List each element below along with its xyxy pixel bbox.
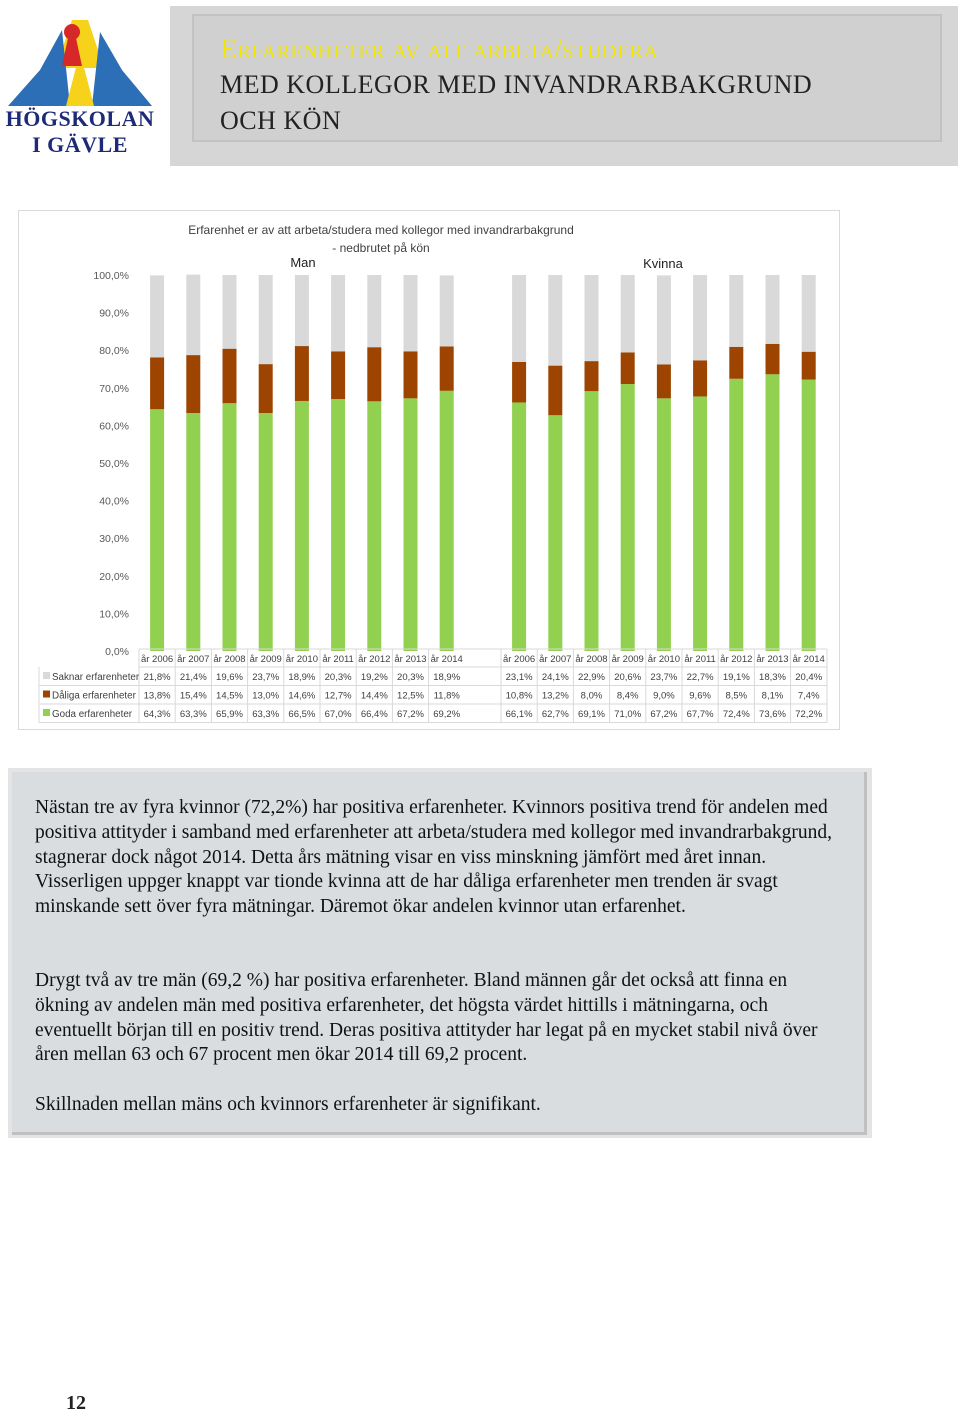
group-label-kvinna: Kvinna <box>643 256 683 271</box>
data-label-man: 65,9% <box>216 709 243 720</box>
bar-man-saknar <box>259 275 273 364</box>
bar-man-goda <box>440 391 454 651</box>
data-label-man: 69,2% <box>433 709 461 720</box>
x-tick-label-man: år 2006 <box>140 654 174 665</box>
legend-key-daliga <box>43 691 50 698</box>
data-label-kvinna: 9,0% <box>653 690 675 702</box>
title-line-2: MED KOLLEGOR MED INVANDRARBAKGRUND <box>220 70 813 99</box>
data-label-kvinna: 72,2% <box>795 709 823 720</box>
paragraph-women: Nästan tre av fyra kvinnor (72,2%) har positiva erfarenheter. Kvinnors positiva trend för andelen med positiva attityder i samband med erfarenheter att arbeta/studera med kollegor med invandrarbakgrund, stagnerar dock något 2014. Detta års mätning visar en viss minskning jämfört med året innan. Visserligen uppger knappt var tionde kvinna att de har dåliga erfarenheter men trenden är svagt minskande sett över fyra mätningar. Däremot ökar andelen kvinnor utan erfarenhet. <box>35 797 833 918</box>
bar-kvinna-goda <box>657 398 671 651</box>
data-label-man: 12,7% <box>324 690 352 702</box>
data-label-kvinna: 67,7% <box>686 709 714 720</box>
bar-kvinna-saknar <box>766 275 780 344</box>
data-label-kvinna: 22,7% <box>686 672 714 683</box>
x-tick-label-kvinna: år 2013 <box>756 654 789 665</box>
data-label-kvinna: 67,2% <box>650 709 678 720</box>
bar-kvinna-saknar <box>512 275 526 362</box>
data-label-man: 21,8% <box>143 672 171 683</box>
y-tick-label: 10,0% <box>99 608 129 621</box>
bar-kvinna-daliga <box>548 366 562 416</box>
y-tick-label: 100,0% <box>93 270 129 282</box>
y-tick-label: 50,0% <box>99 458 129 470</box>
x-tick-label-man: år 2007 <box>177 654 210 665</box>
chart-frame <box>18 210 840 730</box>
data-label-kvinna: 22,9% <box>578 672 605 683</box>
x-tick-label-kvinna: år 2008 <box>575 654 608 665</box>
bar-kvinna-saknar <box>621 275 635 352</box>
bar-kvinna-goda <box>766 374 780 651</box>
bar-kvinna-saknar <box>729 275 743 347</box>
data-label-man: 21,4% <box>179 672 207 683</box>
chart-title-line1: Erfarenhet er av att arbeta/studera med kollegor med invandrarbakgrund <box>188 223 574 237</box>
x-tick-label-kvinna: år 2006 <box>502 654 536 665</box>
legend-key-goda <box>43 709 50 716</box>
x-tick-label-man: år 2009 <box>249 654 282 665</box>
bar-man-saknar <box>186 275 200 355</box>
bar-kvinna-goda <box>802 380 816 651</box>
data-label-kvinna: 19,1% <box>722 672 750 683</box>
stacked-bar-chart <box>19 211 839 729</box>
data-label-man: 18,9% <box>288 672 316 683</box>
bar-man-daliga <box>223 349 237 404</box>
data-label-kvinna: 73,6% <box>759 709 786 720</box>
y-tick-label: 30,0% <box>99 533 129 546</box>
data-label-kvinna: 8,5% <box>725 690 748 702</box>
data-label-man: 67,0% <box>324 709 352 720</box>
data-label-man: 66,4% <box>360 709 388 720</box>
data-label-man: 14,5% <box>216 690 243 702</box>
bar-man-daliga <box>295 346 309 401</box>
bar-kvinna-daliga <box>766 344 780 374</box>
data-label-man: 15,4% <box>179 690 207 702</box>
legend-label: Goda erfarenheter <box>52 709 133 720</box>
x-tick-label-kvinna: år 2011 <box>684 654 716 665</box>
data-label-kvinna: 18,3% <box>759 672 786 683</box>
y-tick-label: 20,0% <box>99 570 129 583</box>
bar-man-daliga <box>186 355 200 413</box>
data-label-man: 13,0% <box>252 690 280 702</box>
y-tick-label: 70,0% <box>99 382 129 395</box>
bar-man-goda <box>404 398 418 651</box>
data-label-man: 63,3% <box>252 709 280 720</box>
bar-man-goda <box>150 409 164 651</box>
bar-kvinna-saknar <box>585 275 599 361</box>
bar-kvinna-goda <box>729 379 743 651</box>
bar-man-daliga <box>404 351 418 398</box>
y-tick-label: 60,0% <box>99 420 129 433</box>
legend-label: Saknar erfarenheter <box>52 672 140 683</box>
x-tick-label-kvinna: år 2010 <box>647 654 681 665</box>
data-label-kvinna: 23,1% <box>505 672 533 683</box>
bar-kvinna-saknar <box>693 275 707 360</box>
y-tick-label: 0,0% <box>105 646 129 658</box>
data-label-man: 13,8% <box>143 690 171 702</box>
data-label-kvinna: 20,6% <box>614 672 642 683</box>
y-tick-label: 80,0% <box>99 345 129 358</box>
bar-man-saknar <box>223 275 237 349</box>
data-label-kvinna: 72,4% <box>722 709 750 720</box>
data-label-man: 67,2% <box>397 709 424 720</box>
data-label-man: 11,8% <box>433 690 460 702</box>
logo-text-line1: HÖGSKOLAN <box>5 106 155 131</box>
y-tick-label: 90,0% <box>99 307 129 320</box>
bar-man-daliga <box>440 346 454 390</box>
data-label-kvinna: 71,0% <box>614 709 642 720</box>
bar-man-goda <box>186 413 200 651</box>
data-label-man: 14,6% <box>288 690 316 702</box>
bar-man-saknar <box>367 275 381 347</box>
title-band <box>170 6 958 166</box>
x-tick-label-man: år 2008 <box>213 654 246 665</box>
legend-label: Dåliga erfarenheter <box>52 690 136 702</box>
bar-kvinna-goda <box>512 402 526 651</box>
logo-emblem-icon <box>0 10 160 106</box>
title-line-1: Erfarenheter av att arbeta/studera <box>220 34 659 65</box>
bar-man-daliga <box>367 347 381 401</box>
x-tick-label-kvinna: år 2007 <box>539 654 572 665</box>
data-label-man: 20,3% <box>397 672 424 683</box>
bar-man-daliga <box>259 364 273 413</box>
bar-man-daliga <box>150 357 164 409</box>
data-label-man: 12,5% <box>397 690 424 702</box>
bar-kvinna-daliga <box>802 352 816 380</box>
x-tick-label-man: år 2014 <box>430 654 463 665</box>
page-number: 12 <box>66 1392 86 1414</box>
data-label-kvinna: 8,0% <box>580 690 603 702</box>
bar-kvinna-goda <box>548 415 562 651</box>
bar-man-saknar <box>295 275 309 346</box>
x-tick-label-man: år 2011 <box>322 654 354 665</box>
bar-man-daliga <box>331 351 345 399</box>
data-label-man: 64,3% <box>143 709 171 720</box>
group-label-man: Man <box>290 255 316 270</box>
data-label-kvinna: 62,7% <box>541 709 569 720</box>
bar-kvinna-daliga <box>693 360 707 396</box>
legend-key-saknar <box>43 672 50 679</box>
bar-kvinna-goda <box>621 384 635 651</box>
data-label-man: 19,6% <box>216 672 243 683</box>
data-label-kvinna: 13,2% <box>541 690 569 702</box>
x-tick-label-man: år 2012 <box>358 654 391 665</box>
bar-kvinna-daliga <box>512 362 526 403</box>
y-tick-label: 40,0% <box>99 495 129 508</box>
data-label-kvinna: 66,1% <box>505 709 533 720</box>
bar-man-saknar <box>440 275 454 346</box>
bar-man-goda <box>295 401 309 651</box>
data-label-kvinna: 8,4% <box>616 690 639 702</box>
data-label-man: 20,3% <box>324 672 352 683</box>
data-label-kvinna: 69,1% <box>578 709 605 720</box>
x-tick-label-kvinna: år 2012 <box>720 654 753 665</box>
bar-man-saknar <box>331 275 345 351</box>
chart-title-line2: - nedbrutet på kön <box>332 241 430 255</box>
x-tick-label-kvinna: år 2009 <box>611 654 644 665</box>
data-label-kvinna: 8,1% <box>761 690 784 702</box>
bar-man-saknar <box>150 275 164 357</box>
paragraph-men: Drygt två av tre män (69,2 %) har positiva erfarenheter. Bland männen går det också att finna en ökning av andelen män med positiva erfarenheter, det högsta värdet hittills i mätningarna, och eventuellt början till en positiv trend. Deras positiva attityder har legat på en mycket stabil nivå över åren mellan 63 och 67 procent men ökar 2014 till 69,2 procent. <box>35 970 818 1066</box>
data-label-man: 19,2% <box>360 672 388 683</box>
data-label-kvinna: 9,6% <box>689 690 711 702</box>
bar-man-goda <box>259 413 273 651</box>
data-label-man: 63,3% <box>179 709 207 720</box>
title-line-3: OCH KÖN <box>220 106 342 135</box>
bar-kvinna-daliga <box>657 364 671 398</box>
bar-kvinna-saknar <box>548 275 562 366</box>
hogskolan-logo <box>0 10 160 160</box>
data-label-kvinna: 10,8% <box>505 690 533 702</box>
data-label-man: 66,5% <box>288 709 316 720</box>
x-tick-label-man: år 2013 <box>394 654 427 665</box>
bar-man-goda <box>331 399 345 651</box>
bar-kvinna-saknar <box>802 275 816 352</box>
bar-kvinna-daliga <box>729 347 743 379</box>
bar-kvinna-saknar <box>657 275 671 364</box>
title-box <box>192 14 942 142</box>
x-tick-label-kvinna: år 2014 <box>792 654 825 665</box>
x-tick-label-man: år 2010 <box>285 654 319 665</box>
text-panel-inner <box>12 772 867 1135</box>
bar-kvinna-daliga <box>621 352 635 384</box>
data-label-man: 18,9% <box>433 672 461 683</box>
data-label-man: 14,4% <box>360 690 388 702</box>
data-label-kvinna: 23,7% <box>650 672 678 683</box>
bar-man-saknar <box>404 275 418 351</box>
paragraph-conclusion: Skillnaden mellan mäns och kvinnors erfarenheter är signifikant. <box>35 1094 541 1115</box>
data-label-kvinna: 20,4% <box>795 672 823 683</box>
bar-man-goda <box>223 403 237 651</box>
bar-kvinna-daliga <box>585 361 599 391</box>
bar-man-goda <box>367 401 381 651</box>
logo-text-line2: I GÄVLE <box>32 132 128 157</box>
data-label-kvinna: 24,1% <box>541 672 569 683</box>
text-panel <box>8 768 872 1138</box>
data-label-man: 23,7% <box>252 672 280 683</box>
bar-kvinna-goda <box>693 396 707 651</box>
bar-kvinna-goda <box>585 391 599 651</box>
data-label-kvinna: 7,4% <box>797 690 820 702</box>
